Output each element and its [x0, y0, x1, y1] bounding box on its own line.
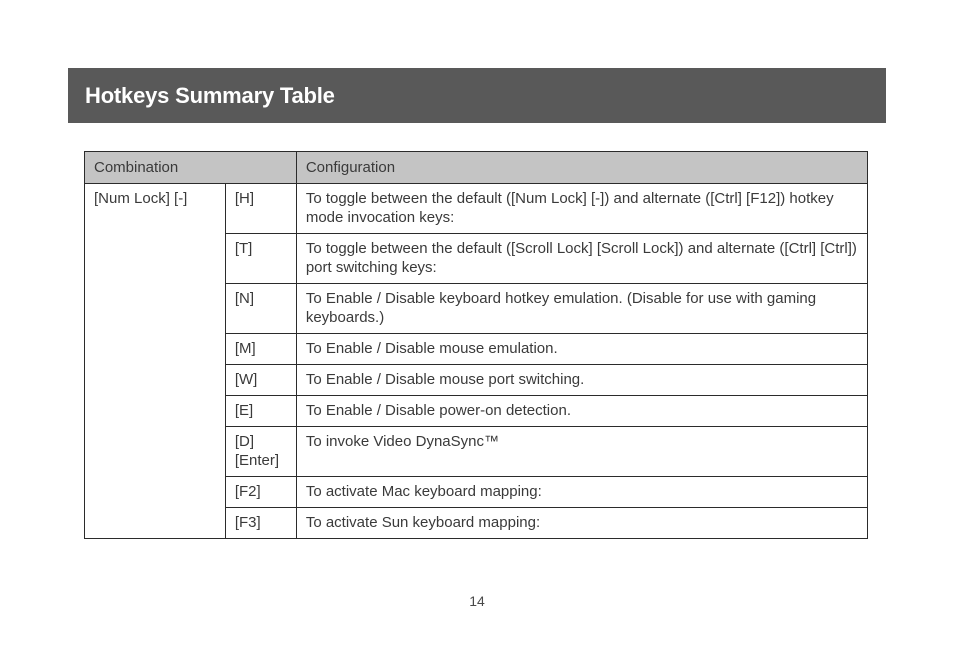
hotkey-label: [F3]: [234, 514, 261, 531]
hotkey-cell: [225, 334, 296, 365]
table-row: [85, 184, 868, 234]
column-header-combination: Combination: [85, 152, 297, 184]
configuration-cell: To invoke Video DynaSync™: [296, 427, 867, 477]
hotkey-cell: [225, 427, 296, 477]
hotkey-cell: [225, 184, 296, 234]
table-header-row: [85, 152, 868, 184]
hotkey-cell: [225, 284, 296, 334]
hotkey-cell: [225, 234, 296, 284]
column-header-configuration: Configuration: [296, 152, 867, 184]
section-title: Hotkeys Summary Table: [85, 82, 335, 108]
table-body: [85, 184, 868, 539]
hotkey-label: [E]: [234, 402, 254, 419]
hotkey-label: [D]: [234, 433, 255, 450]
configuration-cell: To toggle between the default ([Scroll Lock] [Scroll Lock]) and alternate ([Ctrl] [Ctrl]) port switching keys:: [296, 234, 867, 284]
hotkey-cell: [225, 508, 296, 539]
configuration-cell: To toggle between the default ([Num Lock] [-]) and alternate ([Ctrl] [F12]) hotkey mode invocation keys:: [296, 184, 867, 234]
hotkey-label: [H]: [234, 190, 255, 207]
configuration-cell: To activate Sun keyboard mapping:: [296, 508, 867, 539]
configuration-cell: To Enable / Disable keyboard hotkey emulation. (Disable for use with gaming keyboards.): [296, 284, 867, 334]
hotkey-cell: [225, 477, 296, 508]
hotkey-label: [F2]: [234, 483, 261, 500]
hotkey-label: [M]: [234, 340, 256, 357]
configuration-cell: To activate Mac keyboard mapping:: [296, 477, 867, 508]
configuration-cell: To Enable / Disable mouse port switching.: [296, 365, 867, 396]
page-number: 14: [469, 593, 485, 609]
hotkey-cell: [225, 396, 296, 427]
hotkey-label: [W]: [234, 371, 258, 388]
configuration-cell: To Enable / Disable mouse emulation.: [296, 334, 867, 365]
hotkey-label: [Enter]: [234, 452, 280, 469]
hotkey-cell: [225, 365, 296, 396]
hotkey-label: [N]: [234, 290, 255, 307]
hotkey-label: [T]: [234, 240, 253, 257]
combination-prefix-cell: [Num Lock] [-]: [85, 184, 226, 539]
hotkeys-table: [84, 151, 868, 539]
section-header: [68, 68, 886, 123]
configuration-cell: To Enable / Disable power-on detection.: [296, 396, 867, 427]
